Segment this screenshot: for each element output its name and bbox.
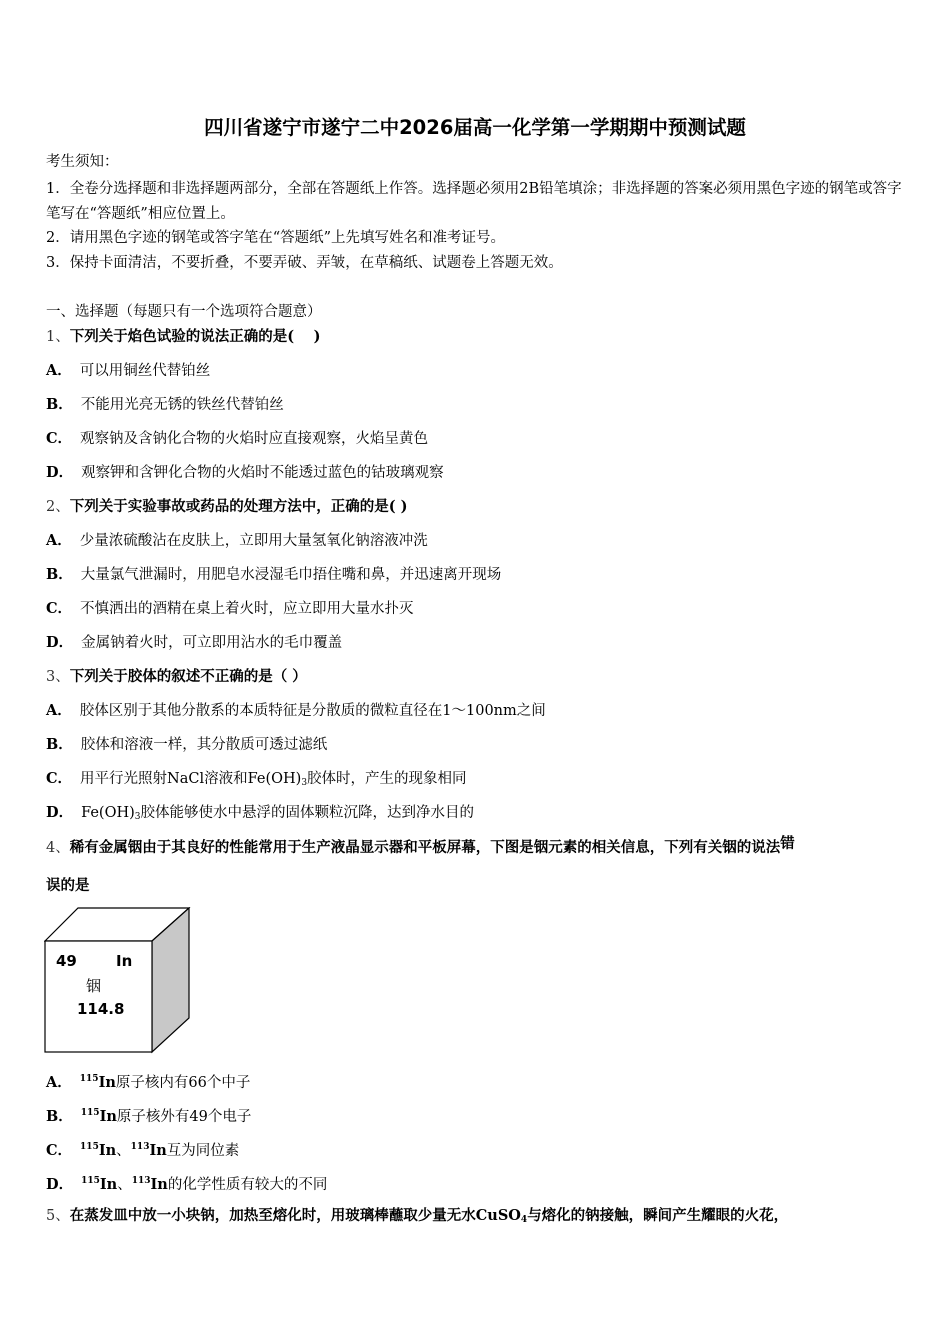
element-symbol: In xyxy=(116,952,133,970)
atomic-mass: 114.8 xyxy=(77,1000,125,1018)
question-stem: 稀有金属铟由于其良好的性能常用于生产液晶显示器和平板屏幕，下图是铟元素的相关信息，下列有关铟的说法 xyxy=(69,839,781,856)
option-label: B． xyxy=(46,396,73,413)
option-text: 金属钠着火时，可立即用沾水的毛巾覆盖 xyxy=(81,635,343,651)
element-card xyxy=(44,907,192,1055)
subscript: 4 xyxy=(520,1215,528,1225)
notice-item-1: 1．全卷分选择题和非选择题两部分，全部在答题纸上作答。选择题必须用2B铅笔填涂；非选择题的答案必须用黑色字迹的钢笔或答字笔写在“答题纸”相应位置上。 xyxy=(46,181,902,222)
question-number: 2、 xyxy=(46,499,70,515)
option-label: C． xyxy=(46,600,73,617)
question-3 xyxy=(46,667,307,687)
element-symbol: In xyxy=(150,1176,168,1193)
option-label: D． xyxy=(46,804,74,821)
question-4 xyxy=(46,835,795,858)
question-number: 3、 xyxy=(46,669,70,685)
element-symbol: In xyxy=(149,1142,167,1159)
page-title: 四川省遂宁市遂宁二中2026届高一化学第一学期期中预测试题 xyxy=(204,116,746,139)
element-cube-drawing xyxy=(44,907,192,1055)
question-number: 5、 xyxy=(46,1208,70,1224)
option-text: 原子核内有66个中子 xyxy=(115,1075,251,1091)
mass-number: 115 xyxy=(79,1074,99,1084)
option-text: 原子核外有49个电子 xyxy=(116,1109,252,1125)
question-number: 4、 xyxy=(46,840,70,856)
subscript: 3 xyxy=(134,812,141,822)
option-label: D． xyxy=(46,1176,74,1193)
atomic-number: 49 xyxy=(56,952,77,970)
question-4-line2: 误的是 xyxy=(46,877,90,894)
q4-option-d xyxy=(46,1171,327,1195)
option-label: B． xyxy=(46,566,73,583)
option-text-tail: 胶体能够使水中悬浮的固体颗粒沉降，达到净水目的 xyxy=(140,805,475,821)
q3-option-a xyxy=(46,701,546,721)
q1-option-b xyxy=(46,395,284,415)
option-text: Fe(OH) xyxy=(81,805,135,821)
separator: 、 xyxy=(116,1143,131,1159)
option-label: D． xyxy=(46,464,74,481)
option-text: 不慎洒出的酒精在桌上着火时，应立即用大量水扑灭 xyxy=(80,601,414,617)
option-label: C． xyxy=(46,770,73,787)
element-name: 铟 xyxy=(86,977,102,995)
q2-option-d xyxy=(46,633,342,653)
option-text: 可以用铜丝代替铂丝 xyxy=(79,363,211,379)
option-label: A． xyxy=(46,1074,72,1091)
element-symbol: In xyxy=(98,1142,117,1159)
option-text: 少量浓硫酸沾在皮肤上，立即用大量氢氧化钠溶液冲洗 xyxy=(79,533,428,549)
question-stem-tail: 与熔化的钠接触，瞬间产生耀眼的火花， xyxy=(527,1207,789,1224)
option-label: B． xyxy=(46,736,73,753)
mass-number: 115 xyxy=(80,1142,99,1152)
q2-option-a xyxy=(46,531,428,551)
q4-option-b xyxy=(46,1103,251,1127)
notice-heading: 考生须知： xyxy=(46,154,119,170)
question-2 xyxy=(46,497,408,517)
notice-item-2: 2．请用黑色字迹的钢笔或答字笔在“答题纸”上先填写姓名和准考证号。 xyxy=(46,230,506,246)
q4-option-c xyxy=(46,1137,239,1161)
option-text: 大量氯气泄漏时，用肥皂水浸湿毛巾捂住嘴和鼻，并迅速离开现场 xyxy=(80,567,502,583)
option-text: 互为同位素 xyxy=(166,1143,240,1159)
question-stem: 下列关于焰色试验的说法正确的是( ) xyxy=(69,328,321,345)
option-label: A． xyxy=(46,702,72,719)
q3-option-c xyxy=(46,769,467,793)
question-number: 1、 xyxy=(46,329,70,345)
option-text: 观察钠及含钠化合物的火焰时应直接观察，火焰呈黄色 xyxy=(80,431,429,447)
notice-item-3: 3．保持卡面清洁，不要折叠，不要弄破、弄皱，在草稿纸、试题卷上答题无效。 xyxy=(46,255,563,271)
option-text: 用平行光照射NaCl溶液和Fe(OH) xyxy=(80,771,302,787)
option-text-tail: 胶体时，产生的现象相同 xyxy=(307,771,467,787)
q2-option-b xyxy=(46,565,501,585)
section-heading: 一、选择题（每题只有一个选项符合题意） xyxy=(46,304,322,320)
q1-option-a xyxy=(46,361,210,381)
mass-number: 115 xyxy=(80,1108,100,1118)
option-label: B． xyxy=(46,1108,73,1125)
option-text: 的化学性质有较大的不同 xyxy=(167,1177,328,1193)
separator: 、 xyxy=(117,1177,132,1193)
mass-number: 115 xyxy=(81,1176,100,1186)
option-text: 胶体区别于其他分散系的本质特征是分散质的微粒直径在1～100nm之间 xyxy=(79,703,546,719)
mass-number: 113 xyxy=(131,1176,151,1186)
question-5 xyxy=(46,1206,788,1230)
option-text: 观察钾和含钾化合物的火焰时不能透过蓝色的钴玻璃观察 xyxy=(81,465,444,481)
q3-option-d xyxy=(46,803,474,827)
q4-option-a xyxy=(46,1069,250,1093)
option-label: C． xyxy=(46,1142,73,1159)
question-1 xyxy=(46,327,321,347)
option-label: A． xyxy=(46,362,72,379)
q3-option-b xyxy=(46,735,327,755)
option-text: 不能用光亮无锈的铁丝代替铂丝 xyxy=(80,397,284,413)
question-stem: 下列关于实验事故或药品的处理方法中，正确的是( ) xyxy=(69,498,408,515)
option-label: D． xyxy=(46,634,74,651)
q2-option-c xyxy=(46,599,414,619)
option-label: A． xyxy=(46,532,72,549)
question-stem: 下列关于胶体的叙述不正确的是（ ） xyxy=(69,668,307,685)
element-symbol: In xyxy=(98,1074,116,1091)
element-symbol: In xyxy=(99,1108,117,1125)
element-symbol: In xyxy=(99,1176,118,1193)
question-stem: 在蒸发皿中放一小块钠，加热至熔化时，用玻璃棒蘸取少量无水CuSO xyxy=(69,1207,521,1224)
option-label: C． xyxy=(46,430,73,447)
option-text: 胶体和溶液一样，其分散质可透过滤纸 xyxy=(80,737,328,753)
mass-number: 113 xyxy=(130,1142,150,1152)
question-stem-tail: 错 xyxy=(780,835,795,852)
subscript: 3 xyxy=(301,778,308,788)
q1-option-c xyxy=(46,429,428,449)
q1-option-d xyxy=(46,463,444,483)
